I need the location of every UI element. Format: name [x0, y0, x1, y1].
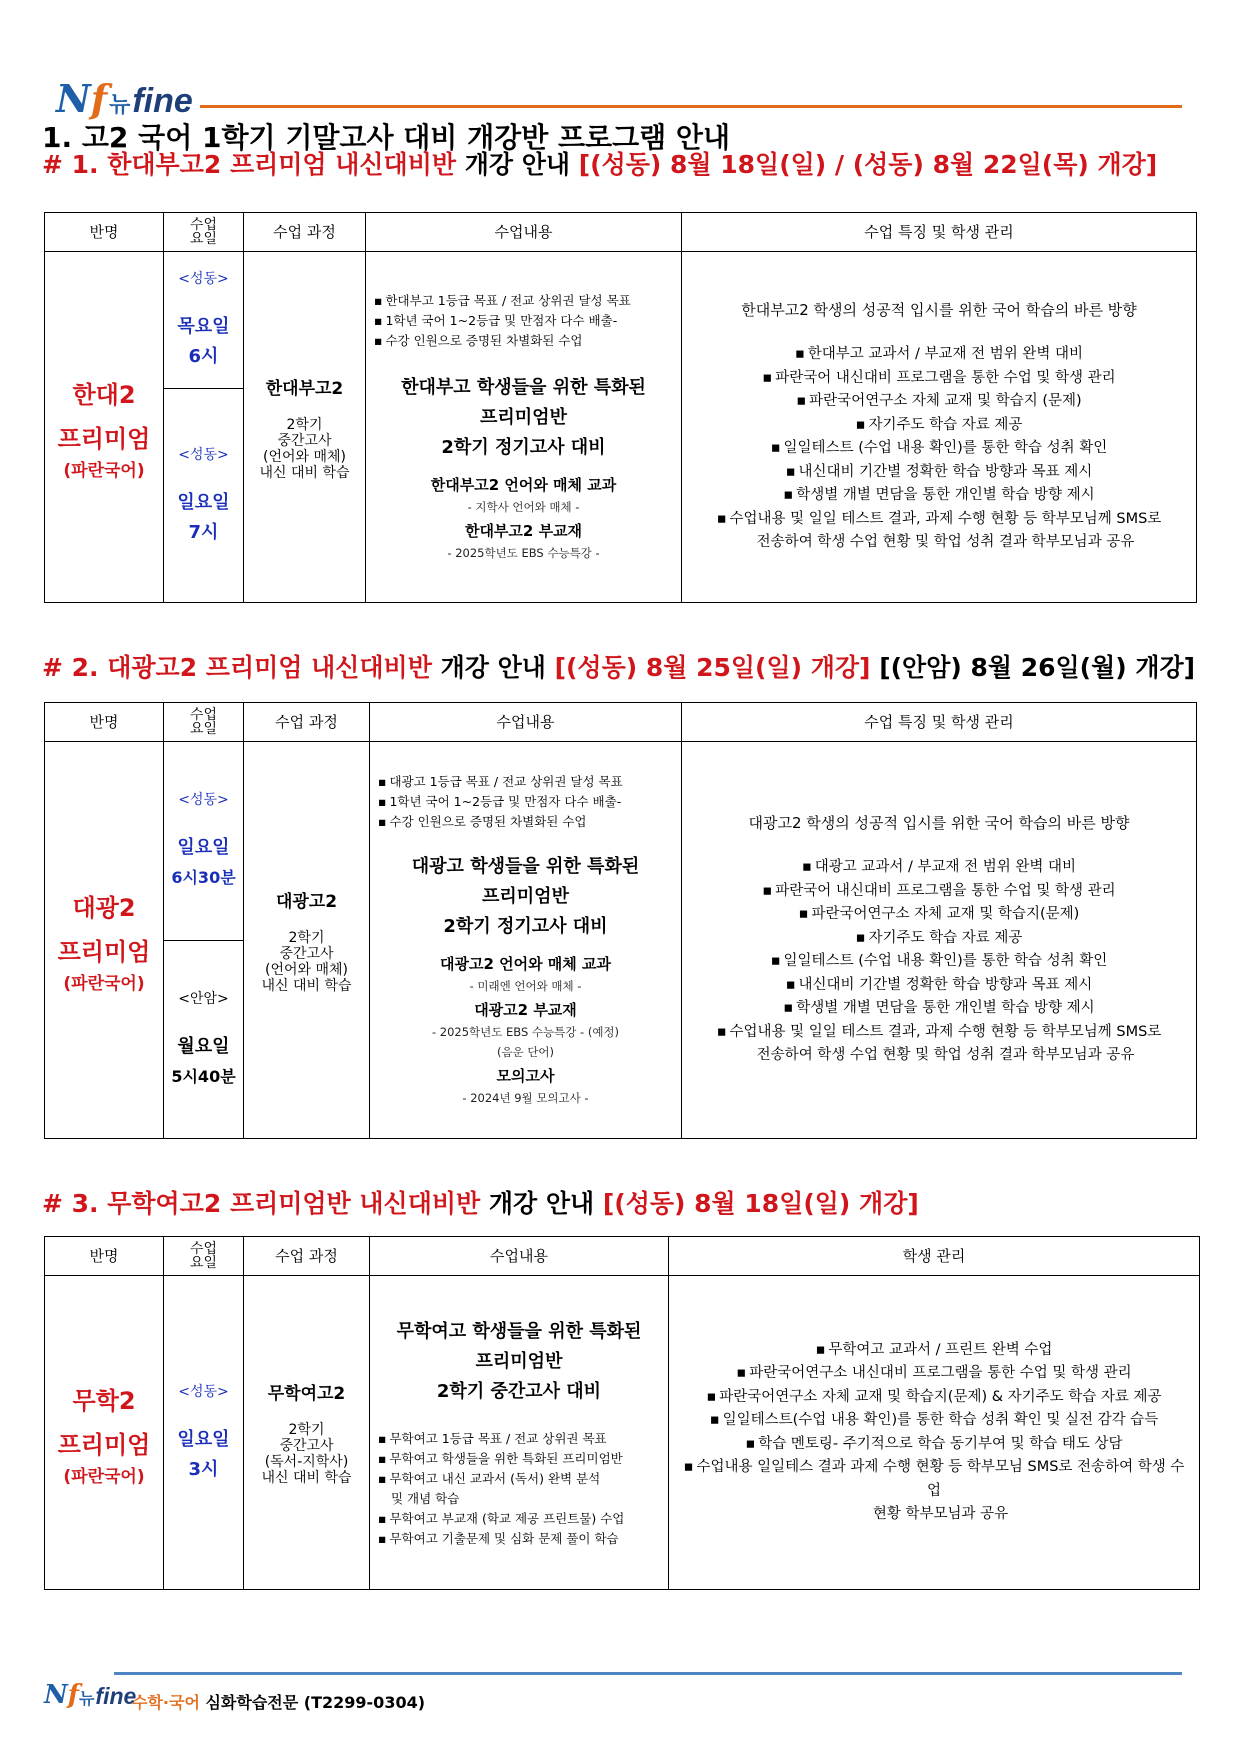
- logo-mark: Nf: [56, 76, 108, 121]
- schedule-slot: <성동> 일요일 3시: [164, 1276, 244, 1590]
- schedule-slot: <성동> 목요일 6시: [164, 252, 244, 389]
- section-2-title: # 2. 대광고2 프리미엄 내신대비반 개강 안내 [(성동) 8월 25일(일) 개강] [(안암) 8월 26일(월) 개강]: [42, 653, 1196, 682]
- header-content: 수업내용: [370, 1237, 669, 1276]
- header-course: 수업 과정: [244, 213, 366, 252]
- management-cell: [669, 1276, 1200, 1590]
- logo-korean: 뉴: [109, 93, 131, 118]
- class-name-cell: 대광2 프리미엄 (파란국어): [45, 742, 164, 1139]
- features-list: ▪ 대광고 교과서 / 부교재 전 범위 완벽 대비 ▪ 파란국어 내신대비 프로그램을 통한 수업 및 학생 관리 ▪ 파란국어연구소 자체 교재 및 학습지(문제) ▪ 자기주도 학습 자료 제공 ▪ 일일테스트 (수업 내용 확인)를 통한 학습 성취 확인 ▪ 내신대비 기간별 정확한 학습 방향과 목표 제시 ▪ 학생별 개별 면담을 통한 개인별 학습 방향 제시 ▪ 수업내용 및 일일 테스트 결과, 과제 수행 현황 등 학부모님께 SMS로 전송하여 학생 수업 현황 및 학업 성취 결과 학부모님과 공유: [692, 856, 1186, 1068]
- course-cell: 대광고2 2학기 중간고사 (언어와 매체) 내신 대비 학습: [244, 742, 370, 1139]
- section-1-table: [44, 212, 1197, 603]
- header-day: 수업 요일: [164, 1237, 244, 1276]
- logo-korean: 뉴: [78, 1689, 95, 1708]
- section-3-title: # 3. 무학여고2 프리미엄반 내신대비반 개강 안내 [(성동) 8월 18일(일) 개강]: [42, 1189, 919, 1218]
- schedule-slot: <안암> 월요일 5시40분: [164, 941, 244, 1139]
- class-name-cell: 한대2 프리미엄 (파란국어): [45, 252, 164, 603]
- content-cell: 무학여고 학생들을 위한 특화된 프리미엄반 2학기 중간고사 대비 ▪ 무학여고 1등급 목표 / 전교 상위권 목표 ▪ 무학여고 학생들을 위한 특화된 프리미엄반 ▪ 무학여고 내신 교과서 (독서) 완벽 분석 및 개념 학습 ▪ 무학여고 부교재 (학교 제공 프린트물) 수업 ▪ 무학여고 기출문제 및 심화 문제 풀이 학습: [370, 1276, 669, 1590]
- brand-logo: [56, 76, 193, 121]
- section-1-title: # 1. 한대부고2 프리미엄 내신대비반 개강 안내 [(성동) 8월 18일(일) / (성동) 8월 22일(목) 개강]: [42, 150, 1158, 179]
- features-cell: 대광고2 학생의 성공적 입시를 위한 국어 학습의 바른 방향 ▪ 대광고 교과서 / 부교재 전 범위 완벽 대비 ▪ 파란국어 내신대비 프로그램을 통한 수업 및 학생 관리 ▪ 파란국어연구소 자체 교재 및 학습지(문제) ▪ 자기주도 학습 자료 제공 ▪ 일일테스트 (수업 내용 확인)를 통한 학습 성취 확인 ▪ 내신대비 기간별 정확한 학습 방향과 목표 제시 ▪ 학생별 개별 면담을 통한 개인별 학습 방향 제시 ▪ 수업내용 및 일일 테스트 결과, 과제 수행 현황 등 학부모님께 SMS로 전송하여 학생 수업 현황 및 학업 성취 결과 학부모님과 공유: [682, 742, 1197, 1139]
- header-course: 수업 과정: [244, 703, 370, 742]
- header-content: 수업내용: [366, 213, 682, 252]
- header-class-name: 반명: [45, 703, 164, 742]
- content-cell: ▪ 대광고 1등급 목표 / 전교 상위권 달성 목표 ▪ 1학년 국어 1~2등급 및 만점자 다수 배출- ▪ 수강 인원으로 증명된 차별화된 수업 대광고 학생들을 위한 특화된 프리미엄반 2학기 정기고사 대비 대광고2 언어와 매체 교과 - 미래엔 언어와 매체 - 대광고2 부교재 - 2025학년도 EBS 수능특강 - (예정) (음운 단어) 모의고사 - 2024년 9월 모의고사 -: [370, 742, 682, 1139]
- features-list: ▪ 한대부고 교과서 / 부교재 전 범위 완벽 대비 ▪ 파란국어 내신대비 프로그램을 통한 수업 및 학생 관리 ▪ 파란국어연구소 자체 교재 및 학습지 (문제) ▪ 자기주도 학습 자료 제공 ▪ 일일테스트 (수업 내용 확인)를 통한 학습 성취 확인 ▪ 내신대비 기간별 정확한 학습 방향과 목표 제시 ▪ 학생별 개별 면담을 통한 개인별 학습 방향 제시 ▪ 수업내용 및 일일 테스트 결과, 과제 수행 현황 등 학부모님께 SMS로 전송하여 학생 수업 현황 및 학업 성취 결과 학부모님과 공유: [692, 343, 1186, 555]
- course-cell: 무학여고2 2학기 중간고사 (독서-지학사) 내신 대비 학습: [244, 1276, 370, 1590]
- course-cell: 한대부고2 2학기 중간고사 (언어와 매체) 내신 대비 학습: [244, 252, 366, 603]
- header-day: 수업 요일: [164, 213, 244, 252]
- header-course: 수업 과정: [244, 1237, 370, 1276]
- header-class-name: 반명: [45, 213, 164, 252]
- logo-mark: Nf: [44, 1680, 79, 1710]
- logo-fine: fine: [132, 82, 193, 120]
- header-divider: [200, 105, 1182, 108]
- header-class-name: 반명: [45, 1237, 164, 1276]
- header-content: 수업내용: [370, 703, 682, 742]
- footer-divider: [114, 1672, 1182, 1675]
- page-title: 1. 고2 국어 1학기 기말고사 대비 개강반 프로그램 안내: [42, 121, 731, 154]
- header-management: 학생 관리: [669, 1237, 1200, 1276]
- content-bullets: ▪ 한대부고 1등급 목표 / 전교 상위권 달성 목표 ▪ 1학년 국어 1~2등급 및 만점자 다수 배출- ▪ 수강 인원으로 증명된 차별화된 수업: [366, 291, 681, 351]
- management-list: ▪ 무학여고 교과서 / 프린트 완벽 수업 ▪ 파란국어연구소 내신대비 프로그램을 통한 수업 및 학생 관리 ▪ 파란국어연구소 자체 교재 및 학습지(문제) & 자기주도 학습 자료 제공 ▪ 일일테스트(수업 내용 확인)를 통한 학습 성취 확인 및 실전 감각 습득 ▪ 학습 멘토링- 주기적으로 학습 동기부여 및 학습 태도 상담 ▪ 수업내용 일일테스 결과 과제 수행 현황 등 학부모님 SMS로 전송하여 학생 수업 현황 학부모님과 공유: [679, 1339, 1189, 1527]
- schedule-slot: <성동> 일요일 7시: [164, 389, 244, 603]
- class-name-cell: 무학2 프리미엄 (파란국어): [45, 1276, 164, 1590]
- header-features: 수업 특징 및 학생 관리: [682, 213, 1197, 252]
- header-day: 수업 요일: [164, 703, 244, 742]
- content-bullets: ▪ 무학여고 1등급 목표 / 전교 상위권 목표 ▪ 무학여고 학생들을 위한 특화된 프리미엄반 ▪ 무학여고 내신 교과서 (독서) 완벽 분석 및 개념 학습 ▪ 무학여고 부교재 (학교 제공 프린트물) 수업 ▪ 무학여고 기출문제 및 심화 문제 풀이 학습: [370, 1429, 668, 1549]
- content-bullets: ▪ 대광고 1등급 목표 / 전교 상위권 달성 목표 ▪ 1학년 국어 1~2등급 및 만점자 다수 배출- ▪ 수강 인원으로 증명된 차별화된 수업: [370, 772, 681, 832]
- schedule-slot: <성동> 일요일 6시30분: [164, 742, 244, 941]
- logo-fine: fine: [95, 1683, 137, 1709]
- header-features: 수업 특징 및 학생 관리: [682, 703, 1197, 742]
- content-cell: ▪ 한대부고 1등급 목표 / 전교 상위권 달성 목표 ▪ 1학년 국어 1~2등급 및 만점자 다수 배출- ▪ 수강 인원으로 증명된 차별화된 수업 한대부고 학생들을 위한 특화된 프리미엄반 2학기 정기고사 대비 한대부고2 언어와 매체 교과 - 지학사 언어와 매체 - 한대부고2 부교재 - 2025학년도 EBS 수능특강 -: [366, 252, 682, 603]
- section-2-table: [44, 702, 1197, 1139]
- section-3-table: [44, 1236, 1200, 1590]
- features-cell: 한대부고2 학생의 성공적 입시를 위한 국어 학습의 바른 방향 ▪ 한대부고 교과서 / 부교재 전 범위 완벽 대비 ▪ 파란국어 내신대비 프로그램을 통한 수업 및 학생 관리 ▪ 파란국어연구소 자체 교재 및 학습지 (문제) ▪ 자기주도 학습 자료 제공 ▪ 일일테스트 (수업 내용 확인)를 통한 학습 성취 확인 ▪ 내신대비 기간별 정확한 학습 방향과 목표 제시 ▪ 학생별 개별 면담을 통한 개인별 학습 방향 제시 ▪ 수업내용 및 일일 테스트 결과, 과제 수행 현황 등 학부모님께 SMS로 전송하여 학생 수업 현황 및 학업 성취 결과 학부모님과 공유: [682, 252, 1197, 603]
- footer-logo: [44, 1680, 136, 1708]
- footer-text: 수학·국어 심화학습전문 (T2299-0304): [132, 1693, 426, 1712]
